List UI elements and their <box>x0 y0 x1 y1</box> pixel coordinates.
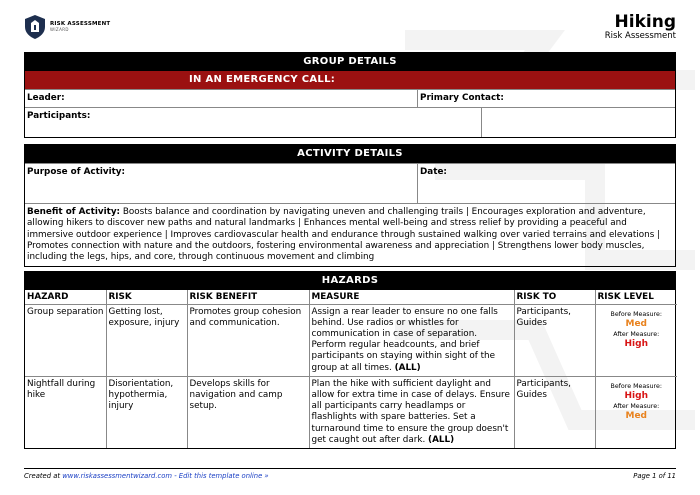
hazard-cell: Group separation <box>25 304 106 376</box>
risk-level-cell <box>595 376 677 448</box>
activity-details-heading: ACTIVITY DETAILS <box>25 145 675 163</box>
risk-badge-after: Med <box>625 410 647 421</box>
risk-badge-before: Med <box>625 318 647 329</box>
page-footer <box>24 468 676 480</box>
col-risk: RISK <box>106 290 187 304</box>
participants-field[interactable] <box>25 108 481 137</box>
document-header <box>24 14 676 44</box>
measure-cell <box>309 304 514 376</box>
measure-tag: (ALL) <box>394 362 421 373</box>
measure-tag: (ALL) <box>428 434 455 445</box>
risk-cell: Getting lost, exposure, injury <box>106 304 187 376</box>
document-subtitle: Risk Assessment <box>604 31 676 41</box>
after-measure-label: After Measure: <box>613 402 660 410</box>
benefit-label: Benefit of Activity: <box>27 207 121 217</box>
before-measure-label: Before Measure: <box>610 382 662 390</box>
after-measure-label: After Measure: <box>613 330 660 338</box>
primary-contact-field[interactable] <box>417 90 675 107</box>
benefit-of-activity <box>25 203 675 266</box>
activity-details-section <box>24 144 676 267</box>
risk-cell: Disorientation, hypothermia, injury <box>106 376 187 448</box>
primary-contact-label: Primary Contact: <box>420 93 504 103</box>
shield-logo-icon <box>24 14 46 40</box>
logo-subtitle: WIZARD <box>50 27 69 33</box>
col-hazard: HAZARD <box>25 290 106 304</box>
date-label: Date: <box>420 167 447 177</box>
date-field[interactable] <box>417 164 675 203</box>
hazards-header-row <box>25 290 677 304</box>
hazards-heading: HAZARDS <box>25 272 675 290</box>
template-link[interactable]: www.riskassessmentwizard.com - Edit this template online » <box>62 472 269 480</box>
col-risk-to: RISK TO <box>514 290 595 304</box>
col-risk-benefit: RISK BENEFIT <box>187 290 309 304</box>
hazards-section <box>24 271 676 449</box>
group-details-heading: GROUP DETAILS <box>25 53 675 71</box>
col-risk-level: RISK LEVEL <box>595 290 677 304</box>
logo-title: RISK ASSESSMENT <box>50 20 111 27</box>
participants-extra-field[interactable] <box>481 108 675 137</box>
purpose-label: Purpose of Activity: <box>27 167 126 177</box>
emergency-call-banner: IN AN EMERGENCY CALL: <box>25 71 675 89</box>
table-row[interactable] <box>25 304 677 376</box>
benefit-text: Boosts balance and coordination by navigating uneven and challenging trails | Encourages exploration and adventure, allowing hikers to discover new paths and natural landmarks | Enhances mental well-being and stress relief by providing a peaceful and immersive outdoor experience | Improves cardiovascular health and endurance through sustained walking over varied terrains and elevations | Promotes connection with nature and the outdoors, fostering environmental awareness and appreciation | Strengthens lower body muscles, including the legs, hips, and core, through continuous movement and climbing <box>27 207 661 263</box>
risk-badge-after: High <box>624 338 648 349</box>
hazard-cell: Nightfall during hike <box>25 376 106 448</box>
participants-label: Participants: <box>27 111 91 121</box>
created-at-label: Created at <box>24 472 61 480</box>
risk-to-cell: Participants, Guides <box>514 376 595 448</box>
risk-to-cell: Participants, Guides <box>514 304 595 376</box>
measure-text: Assign a rear leader to ensure no one falls behind. Use radios or whistles for communication in case of separation. Perform regular headcounts, and brief participants on staying within sight of the group at all times. <box>311 306 498 373</box>
measure-cell <box>309 376 514 448</box>
brand-logo[interactable] <box>24 14 110 40</box>
leader-label: Leader: <box>27 93 65 103</box>
risk-badge-before: High <box>624 390 648 401</box>
page-number: Page 1 of 11 <box>633 472 676 480</box>
purpose-field[interactable] <box>25 164 417 203</box>
risk-benefit-cell: Promotes group cohesion and communication. <box>187 304 309 376</box>
before-measure-label: Before Measure: <box>610 310 662 318</box>
risk-benefit-cell: Develops skills for navigation and camp setup. <box>187 376 309 448</box>
table-row[interactable] <box>25 376 677 448</box>
group-details-section <box>24 52 676 138</box>
leader-field[interactable] <box>25 90 417 107</box>
col-measure: MEASURE <box>309 290 514 304</box>
hazards-table <box>25 290 677 448</box>
risk-level-cell <box>595 304 677 376</box>
document-title: Hiking <box>614 12 676 32</box>
measure-text: Plan the hike with sufficient daylight and allow for extra time in case of delays. Ensure all participants carry headlamps or flashlights with spare batteries. Set a turnaround time to ensure the group doesn't get caught out after dark. <box>311 378 510 445</box>
